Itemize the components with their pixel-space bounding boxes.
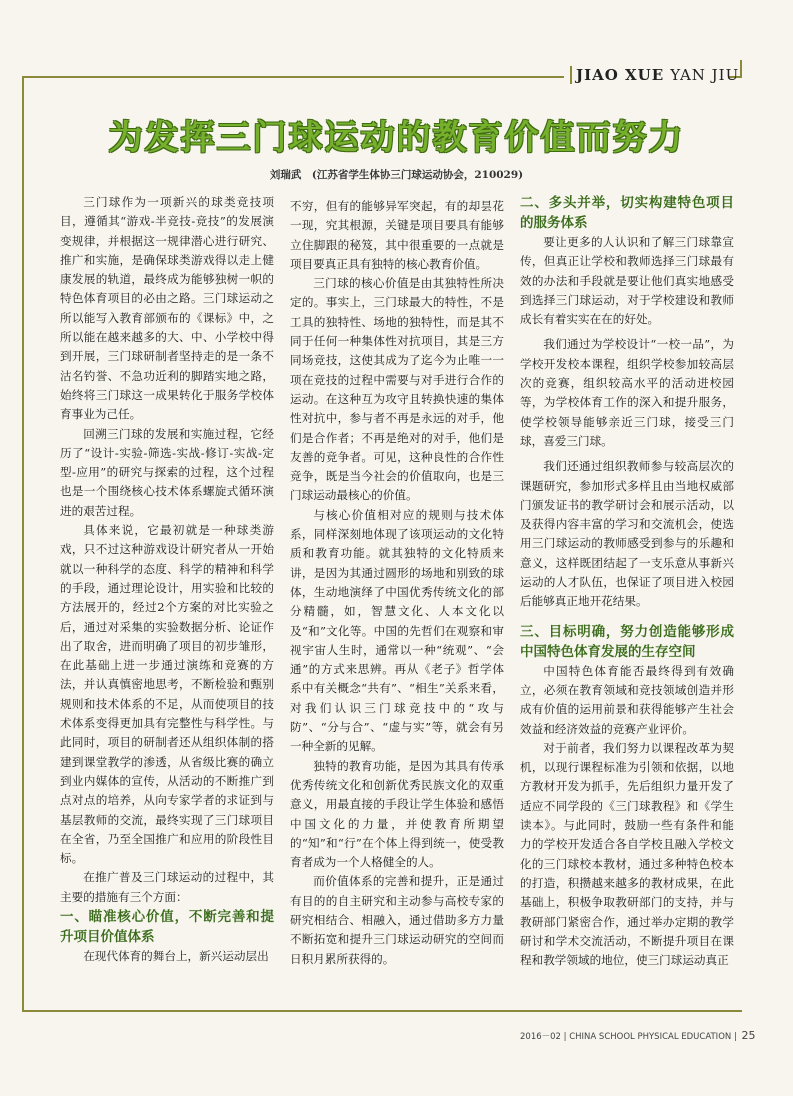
- text-column-1: [60, 193, 274, 966]
- column-tag: [566, 62, 739, 88]
- paragraph: 我们还通过组织教师参与较高层次的课题研究，参加形式多样且由当地权威部门颁发证书的教学研讨会和展示活动，以及获得内容丰富的学习和交流机会，使选用三门球运动的教师感受到参与的乐趣和意义，这样既团结起了一支乐意从事新兴运动的人才队伍，也保证了项目进入校园后能够真正地开花结果。: [520, 459, 734, 609]
- section-heading-2: 二、多头并举，切实构建特色项目的服务体系: [520, 195, 734, 231]
- column-tag-right: YAN JIU: [670, 66, 740, 84]
- tag-bar: [570, 66, 572, 84]
- frame-left-rule: [22, 76, 24, 1012]
- frame-right-tick: [740, 60, 742, 76]
- paragraph: 回溯三门球的发展和实施过程，它经历了“设计-实验-筛选-实战-修订-实战-定型-应用”的研究与探索的过程，这个过程也是一个围绕核心技术体系螺旋式循环演进的艰苦过程。: [60, 426, 274, 518]
- paragraph: 独特的教育功能，是因为其具有传承优秀传统文化和创新优秀民族文化的双重意义，用最直接的手段让学生体验和感悟中国文化的力量，并使教育所期望的“知”和“行”在个体上得到统一，使受教育者成为一个人格健全的人。: [290, 758, 504, 870]
- paragraph: 三门球的核心价值是由其独特性所决定的。事实上，三门球最大的特性，不是工具的独特性、场地的独特性，而是其不同于任何一种集体性对抗项目，其是三方同场竞技，这使其成为了迄今为止唯一一项在竞技的过程中需要与对手进行合作的运动。在这种互为攻守且转换快速的集体性对抗中，参与者不再是永远的对手，他们是合作者；不再是绝对的对手，他们是友善的竞争者。可见，这种良性的合作性竞争，既是当今社会的价值取向，也是三门球运动最核心的价值。: [290, 276, 504, 503]
- page-number: 25: [741, 1029, 756, 1042]
- paragraph: 与核心价值相对应的规则与技术体系，同样深刻地体现了该项运动的文化特质和教育功能。就其独特的文化特质来讲，是因为其通过圆形的场地和别致的球体，生动地演绎了中国优秀传统文化的部分精髓，如，智慧文化、人本文化以及“和”文化等。中国的先哲们在观察和审视宇宙人生时，通常以一种“统观”、“会通”的方式来思辨。再从《老子》哲学体系中有关概念“共有”、“相生”关系来看，对我们认识三门球竞技中的“攻与防”、“分与合”、“虚与实”等，就会有另一种全新的见解。: [290, 507, 504, 754]
- author-byline: 刘瑞武 (江苏省学生体协三门球运动协会，210029): [269, 169, 524, 181]
- section-heading-3: 三、目标明确，努力创造能够形成中国特色体育发展的生存空间: [520, 623, 734, 660]
- paragraph: 对于前者，我们努力以课程改革为契机，以现行课程标准为引领和依据，以地方教材开发为抓手，先后组织力量开发了适应不同学段的《三门球教程》和《学生读本》。与此同时，鼓励一些有条件和能力的学校开发适合各自学校且融入学校文化的三门球校本教材，通过多种特色校本的打造，积攒越来越多的教材成果，在此基础上，积极争取教研部门的支持，并与教研部门紧密合作，通过举办定期的教学研讨和学术交流活动，不断提升项目在课程和教学领域的地位，使三门球运动真正: [520, 740, 734, 968]
- paragraph: 而价值体系的完善和提升，正是通过有目的的自主研究和主动参与高校专家的研究相结合、相融入，通过借助多方力量不断拓宽和提升三门球运动研究的空间而日积月累所获得的。: [290, 874, 504, 966]
- frame-top-rule: [22, 76, 564, 78]
- text-column-3: [520, 193, 734, 970]
- column-tag-left: JIAO XUE: [576, 66, 665, 84]
- section-heading-1: 一、瞄准核心价值，不断完善和提升项目价值体系: [60, 908, 274, 945]
- paragraph: 在现代体育的舞台上，新兴运动层出: [83, 948, 269, 963]
- paragraph: 三门球作为一项新兴的球类竞技项目，遵循其“游戏-半竞技-竞技”的发展演变规律，并根据这一规律潜心进行研究、推广和实施，是确保球类游戏得以走上健康发展的轨道，最终成为能够独树一帜的特色体育项目的必由之路。三门球运动之所以能写入教育部颁布的《课标》中，之所以能在越来越多的大、中、小学校中得到开展，三门球研制者坚持走的是一条不沽名钓誉、不急功近利的脚踏实地之路，始终将三门球这一成果转化于服务学校体育事业为己任。: [60, 195, 274, 422]
- article-title: 为发挥三门球运动的教育价值而努力: [108, 118, 685, 158]
- page-footer: [520, 1029, 756, 1042]
- paragraph: 具体来说，它最初就是一种球类游戏，只不过这种游戏设计研究者从一开始就以一种科学的态度、科学的精神和科学的手段，通过理论设计，用实验和比较的方法展开的，经过2个方案的对比实验之后，通过对采集的实验数据分析、论证作出了取舍，进而明确了项目的初步雏形，在此基础上进一步通过演练和竞赛的方法，并认真慎密地思考，不断检验和甄别规则和技术体系的不足，从而使项目的技术体系变得更加具有完整性与科学性。与此同时，项目的研制者还从组织体制的搭建到课堂教学的渗透，从省级比赛的确立到业内媒体的宣传，从活动的不断推广到点对点的培养，从向专家学者的求证到与基层教师的交流，最终实现了三门球项目在全省，乃至全国推广和应用的阶段性目标。: [60, 523, 274, 866]
- paragraph: 要让更多的人认识和了解三门球靠宣传，但真正让学校和教师选择三门球最有效的办法和手段就是要让他们真实地感受到选择三门球运动，对于学校建设和教师成长有着实实在在的好处。: [520, 235, 734, 327]
- paragraph: 在推广普及三门球运动的过程中，其主要的措施有三个方面：: [60, 870, 274, 904]
- paragraph: 我们通过为学校设计“一校一品”，为学校开发校本课程，组织学校参加较高层次的竞赛，组织较高水平的活动进校园等，为学校体育工作的深入和提升服务，使学校领导能够亲近三门球，接受三门球，喜爱三门球。: [520, 337, 734, 448]
- paragraph: 不穷，但有的能够异军突起，有的却昙花一现，究其根源，关键是项目要具有能够立住脚跟的秘笈，其中很重要的一点就是项目要真正具有独特的核心教育价值。: [290, 199, 504, 271]
- footer-text: 2016－02 | CHINA SCHOOL PHYSICAL EDUCATION |: [520, 1032, 737, 1042]
- frame-bottom-rule: [22, 1010, 742, 1012]
- text-column-2: [290, 197, 504, 969]
- paragraph: 中国特色体育能否最终得到有效确立，必须在教育领域和竞技领域创造并形成有价值的运用前景和获得能够产生社会效益和经济效益的竞赛产业评价。: [520, 663, 734, 736]
